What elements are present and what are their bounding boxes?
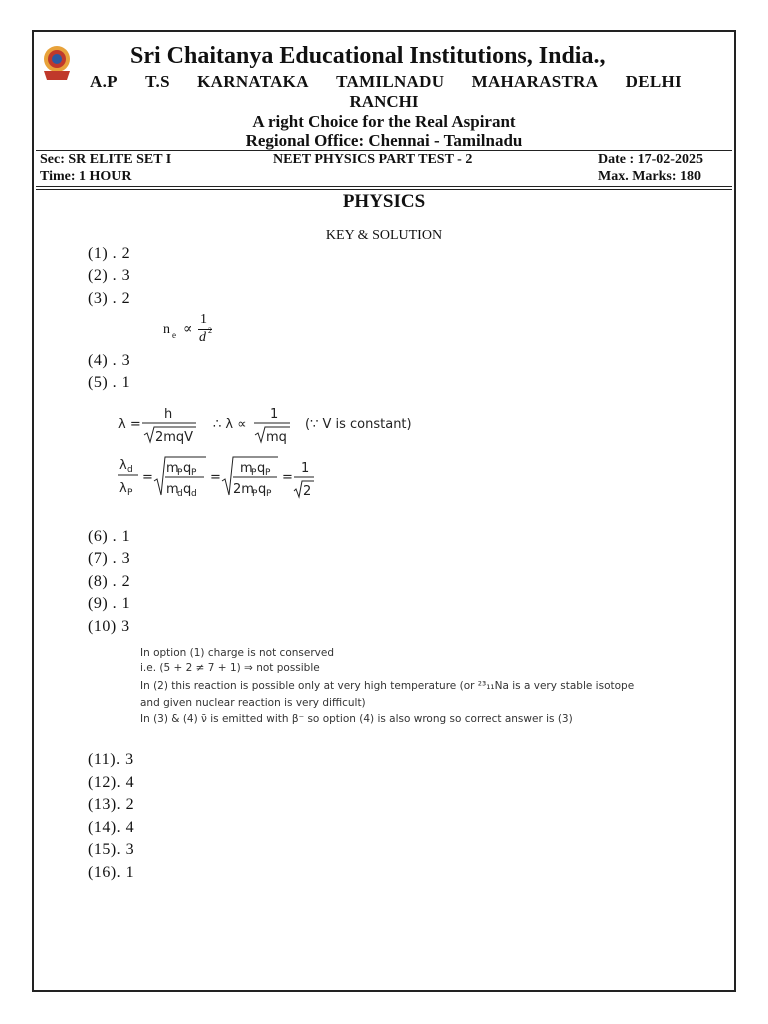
solution-5-equation-image — [118, 403, 428, 499]
state-item: T.S — [145, 72, 170, 91]
svg-text:d: d — [177, 489, 183, 499]
svg-text:d: d — [191, 489, 197, 499]
answer-item: (15). 3 — [88, 841, 135, 858]
answer-item: (2) . 3 — [88, 267, 131, 284]
svg-text:λ =: λ = — [118, 417, 141, 432]
answer-item: (3) . 2 — [88, 290, 131, 307]
svg-text:=: = — [210, 470, 221, 485]
answer-item: (7) . 3 — [88, 550, 131, 567]
svg-text:2: 2 — [303, 484, 312, 499]
institution-title: Sri Chaitanya Educational Institutions, India., — [130, 43, 606, 69]
svg-text:P: P — [177, 468, 183, 478]
formula-operator: ∝ — [183, 322, 193, 337]
formula-symbol: n — [163, 322, 170, 337]
svg-text:∴ λ ∝: ∴ λ ∝ — [213, 417, 247, 432]
svg-text:q: q — [183, 461, 192, 476]
svg-text:=: = — [142, 470, 153, 485]
meta-divider-top — [36, 186, 732, 187]
svg-text:P: P — [252, 489, 258, 499]
svg-text:q: q — [258, 482, 267, 497]
test-name: NEET PHYSICS PART TEST - 2 — [273, 152, 473, 167]
svg-text:λ: λ — [119, 458, 127, 473]
max-marks: Max. Marks: 180 — [598, 169, 702, 184]
header-divider — [36, 150, 732, 151]
svg-text:P: P — [265, 468, 271, 478]
answer-item: (4) . 3 — [88, 352, 131, 369]
state-item: A.P — [90, 72, 118, 91]
svg-text:P: P — [251, 468, 257, 478]
tagline: A right Choice for the Real Aspirant — [252, 112, 516, 131]
state-item-ranchi: RANCHI — [349, 92, 419, 111]
formula-subscript: e — [172, 330, 176, 340]
svg-text:m: m — [240, 461, 253, 476]
svg-text:d: d — [127, 465, 133, 475]
institution-logo — [40, 44, 74, 82]
solution-10-line: In (2) this reaction is possible only at very high temperature (or ²³₁₁Na is a very stable isotope — [140, 680, 635, 692]
subject-title: PHYSICS — [342, 191, 426, 212]
states-list — [90, 72, 682, 92]
formula-exponent: 2 — [208, 326, 212, 335]
solution-10-line: In option (1) charge is not conserved — [140, 647, 334, 659]
svg-text:m: m — [166, 461, 179, 476]
solution-10-line: i.e. (5 + 2 ≠ 7 + 1) ⇒ not possible — [140, 662, 320, 674]
formula-denominator: d — [199, 330, 206, 345]
answer-item: (14). 4 — [88, 819, 135, 836]
answer-item: (12). 4 — [88, 774, 135, 791]
answer-item: (8) . 2 — [88, 573, 131, 590]
regional-office: Regional Office: Chennai - Tamilnadu — [245, 131, 523, 150]
svg-text:=: = — [282, 470, 293, 485]
state-item: DELHI — [625, 72, 682, 91]
svg-text:2mqV: 2mqV — [155, 430, 194, 445]
svg-text:1: 1 — [301, 461, 310, 476]
state-item: TAMILNADU — [336, 72, 445, 91]
svg-text:1: 1 — [270, 407, 279, 422]
key-solution-header: KEY & SOLUTION — [325, 228, 443, 243]
svg-text:q: q — [257, 461, 266, 476]
solution-10-line: In (3) & (4) ν̄ is emitted with β⁻ so option (4) is also wrong so correct answer is (3) — [140, 713, 573, 725]
svg-text:λ: λ — [119, 481, 127, 496]
answer-item: (5) . 1 — [88, 374, 131, 391]
svg-text:P: P — [191, 468, 197, 478]
answer-item: (11). 3 — [88, 751, 134, 768]
svg-text:2m: 2m — [233, 482, 254, 497]
state-item: MAHARASTRA — [471, 72, 599, 91]
svg-text:P: P — [266, 489, 272, 499]
solution-10-line: and given nuclear reaction is very difficult) — [140, 697, 366, 709]
svg-text:m: m — [166, 482, 179, 497]
svg-text:q: q — [183, 482, 192, 497]
answer-item: (10) 3 — [88, 618, 130, 635]
solution-3-formula — [163, 312, 223, 348]
answer-item: (1) . 2 — [88, 245, 131, 262]
test-duration: Time: 1 HOUR — [40, 169, 132, 184]
answer-item: (9) . 1 — [88, 595, 131, 612]
answer-item: (6) . 1 — [88, 528, 131, 545]
answer-item: (13). 2 — [88, 796, 135, 813]
svg-text:P: P — [127, 488, 133, 498]
svg-text:h: h — [164, 407, 173, 422]
meta-divider-bottom — [36, 189, 732, 190]
answer-item: (16). 1 — [88, 864, 135, 881]
svg-text:(∵ V is constant): (∵ V is constant) — [305, 417, 412, 432]
formula-numerator: 1 — [200, 312, 207, 327]
section-label: Sec: SR ELITE SET I — [40, 152, 172, 167]
test-date: Date : 17-02-2025 — [598, 152, 703, 167]
svg-text:mq: mq — [266, 430, 287, 445]
state-item: KARNATAKA — [197, 72, 309, 91]
